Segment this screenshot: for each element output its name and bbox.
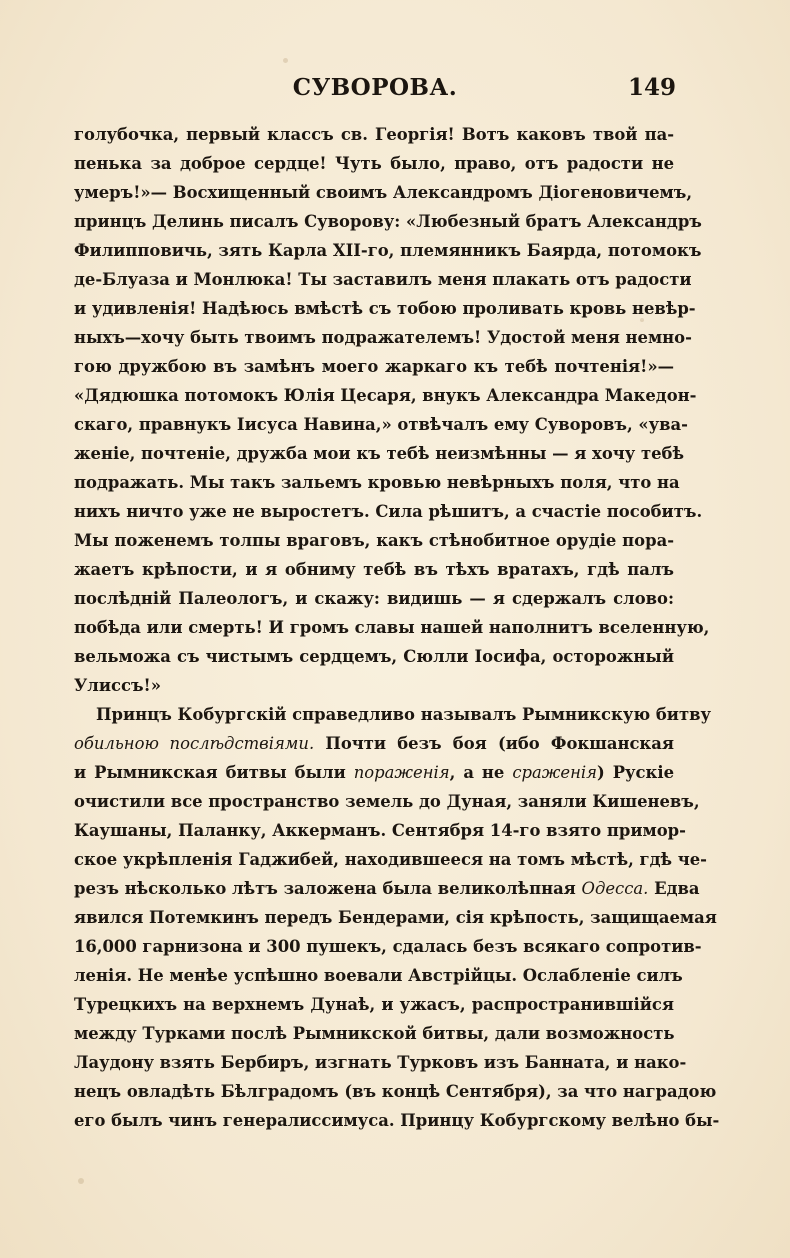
text-line [74, 236, 702, 265]
text-span: ныхъ—хочу быть твоимъ подражателемъ! Удостой меня немно- [74, 328, 692, 347]
text-line [74, 526, 674, 555]
text-line [74, 787, 700, 816]
text-span: очистили все пространство земель до Дуная, заняли Кишеневъ, [74, 792, 700, 811]
italic-text: сраженія [512, 763, 597, 782]
text-line [74, 1019, 674, 1048]
text-line [74, 555, 674, 584]
text-span: подражать. Мы такъ зальемъ кровью невѣрныхъ поля, что на [74, 473, 680, 492]
text-span: скаго, правнукъ Іисуса Навина,» отвѣчалъ ему Суворовъ, «ува- [74, 415, 688, 434]
text-span: послѣдній Палеологъ, и скажу: видишь — я сдержалъ слово: [74, 589, 674, 608]
text-span: 16,000 гарнизона и 300 пушекъ, сдалась безъ всякаго сопротив- [74, 937, 702, 956]
text-line [74, 178, 693, 207]
text-line [74, 265, 692, 294]
text-span: и удивленія! Надѣюсь вмѣстѣ съ тобою проливать кровь невѣр- [74, 299, 696, 318]
text-span: Мы поженемъ толпы враговъ, какъ стѣнобитное орудіе пора- [74, 531, 674, 550]
italic-text: обильною послѣдствіями. [74, 734, 315, 753]
text-line [74, 903, 717, 932]
text-span: ское укрѣпленія Гаджибей, находившееся на томъ мѣстѣ, гдѣ че- [74, 850, 707, 869]
italic-text: пораженія [353, 763, 450, 782]
text-span: нихъ ничто уже не выростетъ. Сила рѣшитъ, а счастіе пособитъ. [74, 502, 703, 521]
text-span: жаетъ крѣпости, и я обниму тебѣ въ тѣхъ вратахъ, гдѣ палъ [74, 560, 674, 579]
text-line [74, 323, 692, 352]
body-text [74, 120, 720, 1135]
text-span: явился Потемкинъ передъ Бендерами, сія крѣпость, защищаемая [74, 908, 717, 927]
text-line [74, 816, 686, 845]
text-span: и Рымникская битвы были [74, 763, 354, 782]
text-span: голубочка, первый классъ св. Георгія! Вотъ каковъ твой па- [74, 125, 674, 144]
text-line [74, 1106, 720, 1135]
text-line [74, 207, 702, 236]
text-span: «Дядюшка потомокъ Юлія Цесаря, внукъ Александра Македон- [74, 386, 697, 405]
text-span: женіе, почтеніе, дружба мои къ тебѣ неизмѣнны — я хочу тебѣ [74, 444, 684, 463]
text-span: Почти безъ боя (ибо Фокшанская [314, 734, 674, 753]
text-line [74, 584, 674, 613]
text-line [74, 758, 674, 787]
text-span: вельможа съ чистымъ сердцемъ, Сюлли Іосифа, осторожный [74, 647, 674, 666]
text-span: Каушаны, Паланку, Аккерманъ. Сентября 14-го взято примор- [74, 821, 686, 840]
text-span: Турецкихъ на верхнемъ Дунаѣ, и ужасъ, распространившійся [74, 995, 674, 1014]
text-line [74, 1077, 717, 1106]
text-span: резъ нѣсколько лѣтъ заложена была великолѣпная [74, 879, 582, 898]
text-line [74, 294, 696, 323]
text-line [74, 149, 674, 178]
text-line [74, 932, 702, 961]
text-span: Лаудону взять Бербиръ, изгнать Турковъ изъ Банната, и нако- [74, 1053, 687, 1072]
text-line [74, 845, 707, 874]
text-span: ленія. Не менѣе успѣшно воевали Австрійцы. Ослабленіе силъ [74, 966, 683, 985]
text-span: побѣда или смерть! И громъ славы нашей наполнитъ вселенную, [74, 618, 710, 637]
text-span: Принцъ Кобургскій справедливо называлъ Рымникскую битву [96, 705, 711, 724]
text-span: гою дружбою въ замѣнъ моего жаркаго къ тебѣ почтенія!»— [74, 357, 674, 376]
text-line [74, 468, 680, 497]
paper-stain [283, 58, 288, 63]
text-line [74, 120, 674, 149]
text-line [74, 874, 700, 903]
text-line [74, 439, 684, 468]
italic-text: Одесса. [581, 879, 649, 898]
text-span: нецъ овладѣть Бѣлградомъ (въ концѣ Сентября), за что наградою [74, 1082, 717, 1101]
text-line [74, 410, 688, 439]
text-span: Улиссъ!» [74, 676, 161, 695]
text-span: его былъ чинъ генералиссимуса. Принцу Кобургскому велѣно бы- [74, 1111, 720, 1130]
text-line [74, 642, 674, 671]
text-line [74, 613, 710, 642]
text-line [74, 961, 683, 990]
page-number: 149 [627, 74, 676, 101]
page-header [74, 72, 676, 106]
text-line [74, 1048, 687, 1077]
text-span: ) Рускіе [596, 763, 674, 782]
text-span: де-Блуаза и Монлюка! Ты заставилъ меня плакать отъ радости [74, 270, 692, 289]
text-span: Едва [648, 879, 700, 898]
text-line [74, 381, 697, 410]
text-line [74, 700, 711, 729]
text-span: принцъ Делинь писалъ Суворову: «Любезный братъ Александръ [74, 212, 702, 231]
text-line [74, 990, 674, 1019]
text-span: умеръ!»— Восхищенный своимъ Александромъ Діогеновичемъ, [74, 183, 693, 202]
text-line [74, 352, 674, 381]
text-line [74, 729, 674, 758]
running-title: СУВОРОВА. [292, 74, 458, 101]
text-line [74, 671, 674, 700]
text-span: между Турками послѣ Рымникской битвы, дали возможность [74, 1024, 675, 1043]
text-line [74, 497, 703, 526]
text-span: пенька за доброе сердце! Чуть было, право, отъ радости не [74, 154, 674, 173]
paper-stain [78, 1178, 84, 1184]
text-span: Филипповичь, зять Карла XII-го, племянникъ Баярда, потомокъ [74, 241, 702, 260]
text-span: , а не [449, 763, 513, 782]
